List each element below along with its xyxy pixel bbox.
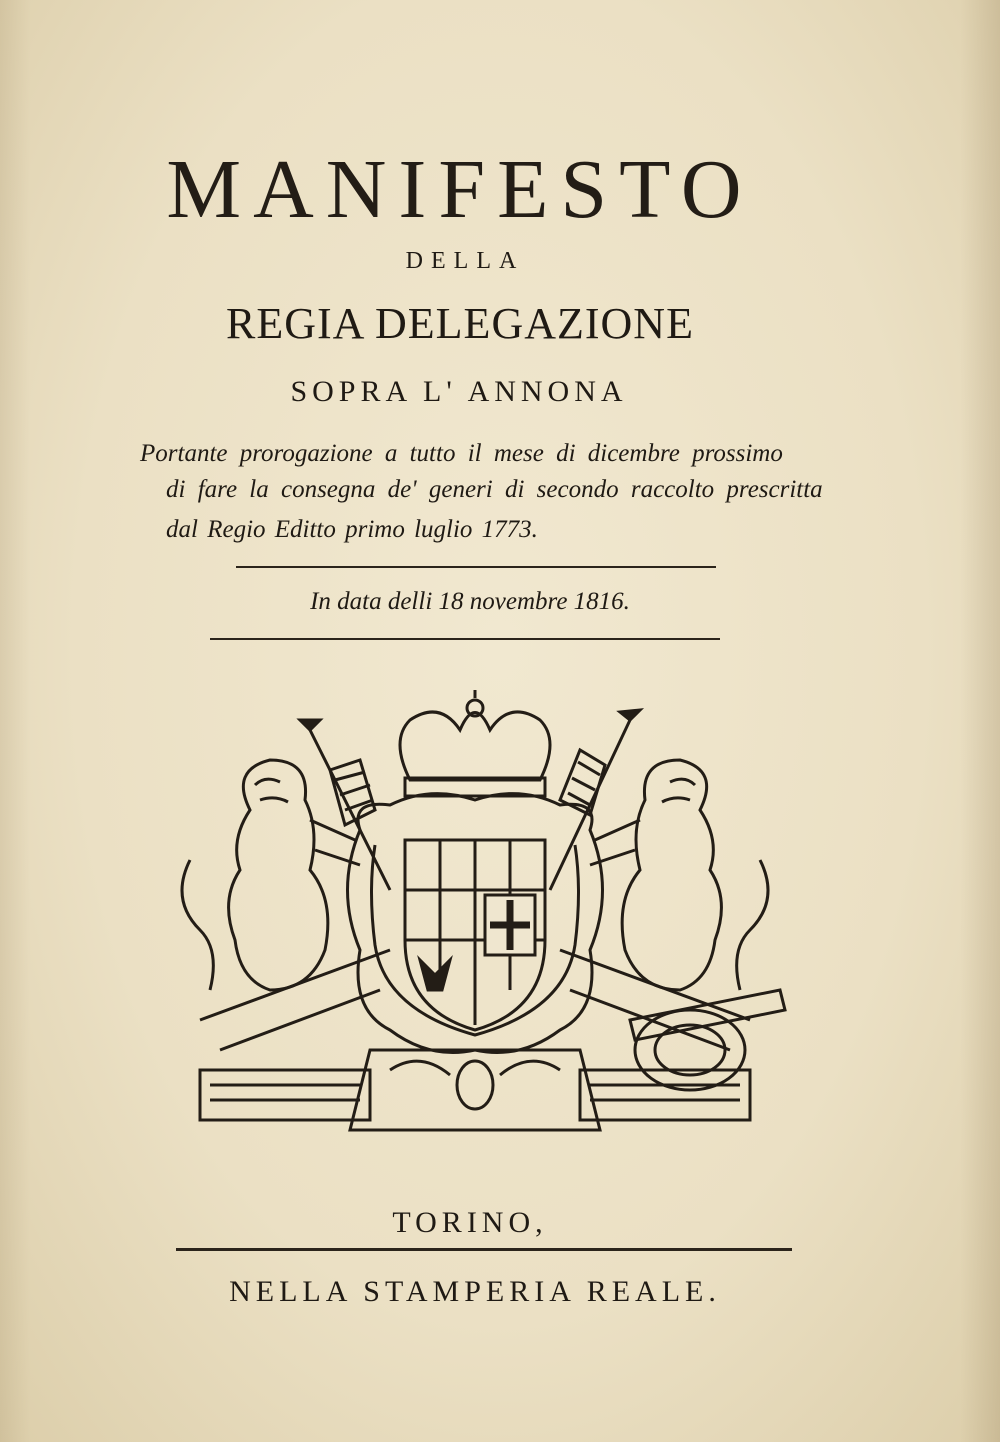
title-connector: DELLA (405, 248, 525, 274)
paper-edge-right (960, 0, 1000, 1442)
bottom-divider (210, 638, 720, 640)
printer-imprint: NELLA STAMPERIA REALE. (229, 1275, 721, 1308)
description-line-3: dal Regio Editto primo luglio 1773. (166, 516, 538, 543)
top-divider (236, 566, 716, 568)
date-line: In data delli 18 novembre 1816. (310, 588, 630, 615)
description-line-1: Portante prorogazione a tutto il mese di dicembre prossimo (140, 440, 783, 467)
place-of-printing: TORINO, (392, 1206, 548, 1239)
description-line-2: di fare la consegna de' generi di secondo raccolto prescritta (166, 476, 823, 503)
imprint-divider (176, 1248, 792, 1251)
issuer-name: REGIA DELEGAZIONE (226, 299, 694, 348)
issuer-subject: SOPRA L' ANNONA (290, 375, 628, 408)
paper-edge-left (0, 0, 30, 1442)
royal-coat-of-arms-icon (160, 690, 790, 1170)
document-title: MANIFESTO (166, 143, 754, 236)
